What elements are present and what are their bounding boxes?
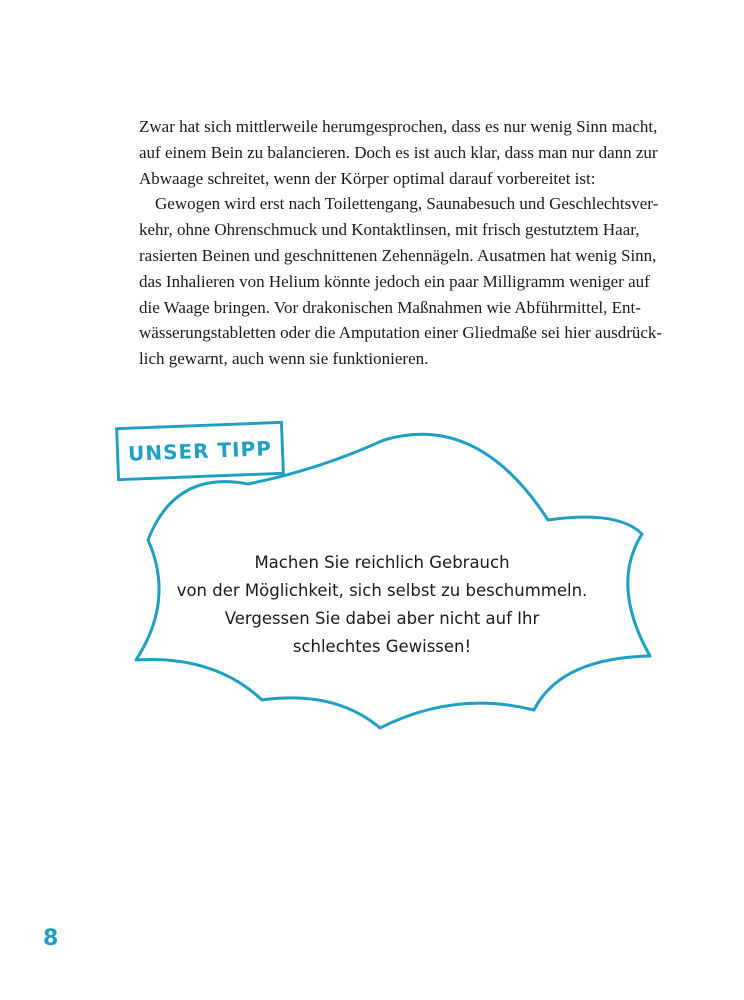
tip-line: schlechtes Gewissen!	[292, 637, 472, 656]
paragraph-line: wässerungstabletten oder die Amputation einer Gliedmaße sei hier ausdrück-	[139, 323, 663, 343]
tip-label-text: UNSER TIPP	[127, 436, 273, 466]
paragraph-line: kehr, ohne Ohrenschmuck und Kontaktlinsen, mit frisch gestutztem Haar,	[139, 220, 640, 240]
tip-text	[160, 549, 604, 661]
tip-line: Machen Sie reichlich Gebrauch	[254, 553, 510, 572]
paragraph-line: auf einem Bein zu balancieren. Doch es ist auch klar, dass man nur dann zur	[139, 142, 658, 162]
paragraph-line: die Waage bringen. Vor drakonischen Maßnahmen wie Abführmittel, Ent-	[139, 297, 641, 317]
tip-line: von der Möglichkeit, sich selbst zu beschummeln.	[176, 581, 588, 600]
paragraph-line: Abwaage schreitet, wenn der Körper optimal darauf vorbereitet ist:	[139, 168, 596, 188]
page-number: 8	[43, 926, 59, 951]
tip-line: Vergessen Sie dabei aber nicht auf Ihr	[224, 609, 540, 628]
paragraph-line: rasierten Beinen und geschnittenen Zehennägeln. Ausatmen hat wenig Sinn,	[139, 245, 657, 265]
paragraph-line: Gewogen wird erst nach Toilettengang, Saunabesuch und Geschlechtsver-	[155, 194, 659, 214]
paragraph-line: Zwar hat sich mittlerweile herumgesprochen, dass es nur wenig Sinn macht,	[139, 117, 658, 136]
paragraph-line: lich gewarnt, auch wenn sie funktionieren.	[139, 349, 429, 369]
tip-label	[115, 421, 285, 481]
paragraph-line: das Inhalieren von Helium könnte jedoch ein paar Milligramm weniger auf	[139, 271, 650, 291]
